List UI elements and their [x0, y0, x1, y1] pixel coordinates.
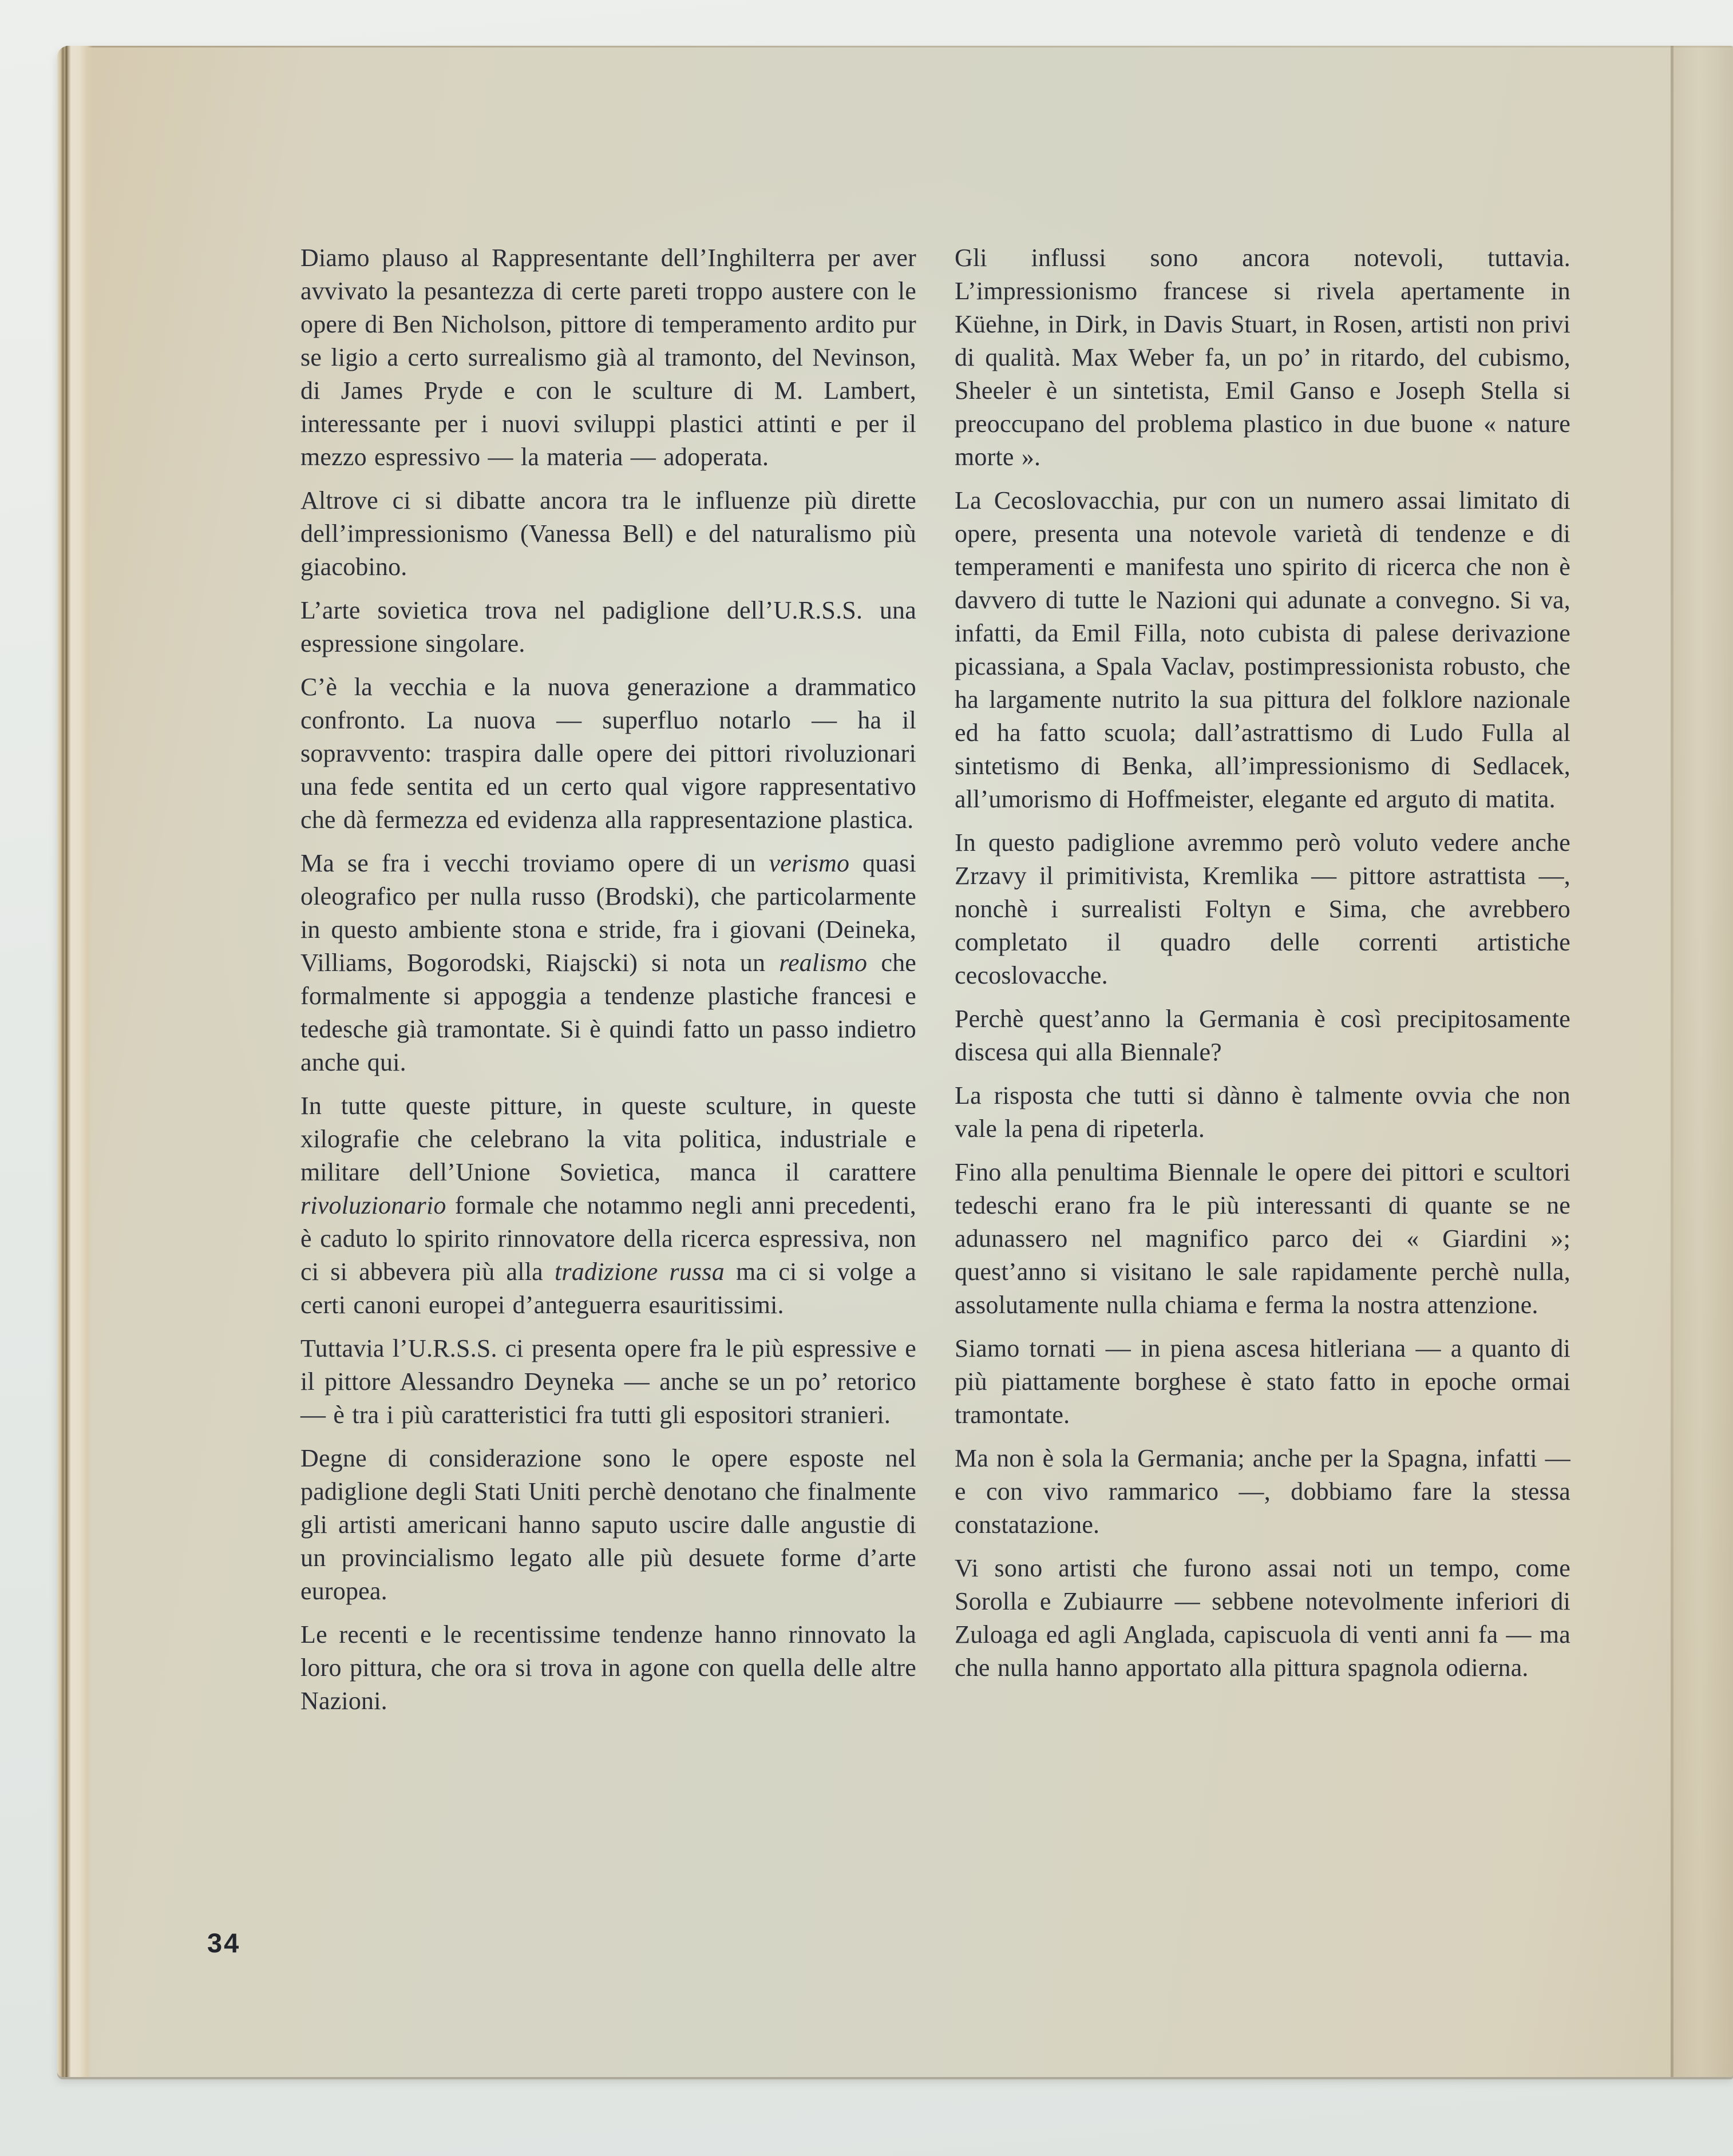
- book-page: [57, 46, 1733, 2077]
- paragraph: Degne di considerazione sono le opere esposte nel padiglione degli Stati Uniti perchè denotano che finalmente gli artisti americani hanno saputo uscire dalle angustie di un provincialismo legato alle più desuete forme d’arte europea.: [300, 1444, 916, 1605]
- italic-term: tradizione russa: [554, 1258, 725, 1286]
- paragraph: Fino alla penultima Biennale le opere dei pittori e scultori tedeschi erano fra le più interessanti di quante se ne adunassero nel magnifico parco dei « Giardini »; quest’anno si visitano le sale rapidamente perchè nulla, assolutamente nulla chiama e ferma la nostra attenzione.: [955, 1158, 1570, 1319]
- paragraph: Ma se fra i vecchi troviamo opere di un verismo quasi oleografico per nulla russo (Brodski), che particolarmente in questo ambiente stona e stride, fra i giovani (Deineka, Villiams, Bogorodski, Riajscki) si nota un realismo che formalmente si appoggia a tendenze plastiche francesi e tedesche già tramontate. Si è quindi fatto un passo indietro anche qui.: [300, 849, 917, 1076]
- paragraph: Tuttavia l’U.R.S.S. ci presenta opere fra le più espressive e il pittore Alessandro Deyneka — anche se un po’ retorico — è tra i più caratteristici fra tutti gli espositori stranieri.: [300, 1334, 916, 1429]
- italic-term: realismo: [779, 949, 868, 977]
- paragraph: La risposta che tutti si dànno è talmente ovvia che non vale la pena di ripeterla.: [955, 1081, 1570, 1143]
- paragraph: Diamo plauso al Rappresentante dell’Inghilterra per aver avvivato la pesantezza di certe pareti troppo austere con le opere di Ben Nicholson, pittore di temperamento ardito pur se ligio a certo surrealismo già al tramonto, del Nevinson, di James Pryde e con le sculture di M. Lambert, interessante per i nuovi sviluppi plastici attinti e per il mezzo espressivo — la materia — adoperata.: [300, 244, 916, 471]
- adjacent-page-sliver: [1673, 46, 1733, 2077]
- paragraph: Altrove ci si dibatte ancora tra le influenze più dirette dell’impressionismo (Vanessa Bell) e del naturalismo più giacobino.: [300, 486, 916, 581]
- paragraph: Le recenti e le recentissime tendenze hanno rinnovato la loro pittura, che ora si trova in agone con quella delle altre Nazioni.: [300, 1620, 916, 1715]
- paragraph: Vi sono artisti che furono assai noti un tempo, come Sorolla e Zubiaurre — sebbene notevolmente inferiori di Zuloaga ed agli Anglada, capiscuola di venti anni fa — ma che nulla hanno apportato alla pittura spagnola odierna.: [955, 1554, 1570, 1682]
- paragraph: C’è la vecchia e la nuova generazione a drammatico confronto. La nuova — superfluo notarlo — ha il sopravvento: traspira dalle opere dei pittori rivoluzionari una fede sentita ed un certo qual vigore rappresentativo che dà fermezza ed evidenza alla rappresentazione plastica.: [300, 673, 916, 834]
- page-stack-edge: [57, 46, 93, 2077]
- text-column-right: [955, 241, 1570, 1695]
- paragraph: Ma non è sola la Germania; anche per la Spagna, infatti — e con vivo rammarico —, dobbiamo fare la stessa constatazione.: [955, 1444, 1570, 1539]
- page-crease: [1671, 46, 1673, 2077]
- paragraph: La Cecoslovacchia, pur con un numero assai limitato di opere, presenta una notevole varietà di tendenze e di temperamenti e manifesta uno spirito di ricerca che non è davvero di tutte le Nazioni qui adunate a convegno. Si va, infatti, da Emil Filla, noto cubista di palese derivazione picassiana, a Spala Vaclav, postimpressionista robusto, che ha largamente nutrito la sua pittura del folklore nazionale ed ha fatto scuola; dall’astrattismo di Ludo Fulla al sintetismo di Benka, all’impressionismo di Sedlacek, all’umorismo di Hoffmeister, elegante ed arguto di matita.: [955, 486, 1570, 813]
- page-number: 34: [207, 1928, 241, 1958]
- italic-term: rivoluzionario: [300, 1191, 446, 1219]
- italic-term: verismo: [769, 849, 850, 877]
- text-column-left: [300, 241, 916, 1728]
- paragraph: Gli influssi sono ancora notevoli, tuttavia. L’impressionismo francese si rivela apertamente in Küehne, in Dirk, in Davis Stuart, in Rosen, artisti non privi di qualità. Max Weber fa, un po’ in ritardo, del cubismo, Sheeler è un sintetista, Emil Ganso e Joseph Stella si preoccupano del problema plastico in due buone « nature morte ».: [955, 244, 1570, 471]
- paragraph: Perchè quest’anno la Germania è così precipitosamente discesa qui alla Biennale?: [955, 1005, 1570, 1066]
- paragraph: L’arte sovietica trova nel padiglione dell’U.R.S.S. una espressione singolare.: [300, 596, 916, 657]
- paragraph: In questo padiglione avremmo però voluto vedere anche Zrzavy il primitivista, Kremlika — pittore astrattista —, nonchè i surrealisti Foltyn e Sima, che avrebbero completato il quadro delle correnti artistiche cecoslovacche.: [955, 829, 1570, 989]
- paragraph: In tutte queste pitture, in queste sculture, in queste xilografie che celebrano la vita politica, industriale e militare dell’Unione Sovietica, manca il carattere rivoluzionario formale che notammo negli anni precedenti, è caduto lo spirito rinnovatore della ricerca espressiva, non ci si abbevera più alla tradizione russa ma ci si volge a certi canoni europei d’anteguerra esauritissimi.: [300, 1092, 916, 1319]
- paragraph: Siamo tornati — in piena ascesa hitleriana — a quanto di più piattamente borghese è stato fatto in epoche ormai tramontate.: [955, 1334, 1570, 1429]
